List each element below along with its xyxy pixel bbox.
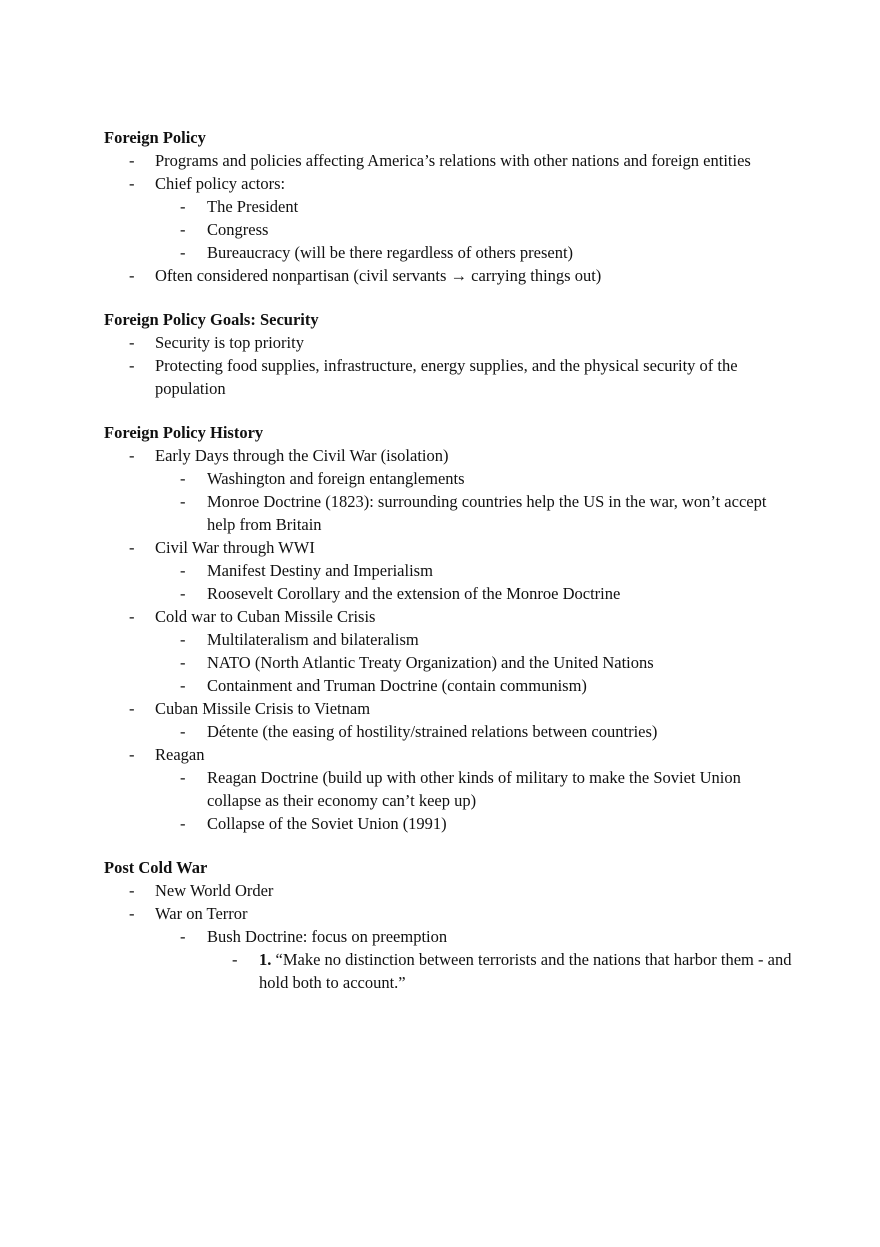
sub-list-item: - The President [155, 195, 794, 218]
section-security-goals [104, 308, 794, 400]
sub-list-item: - Monroe Doctrine (1823): surrounding countries help the US in the war, won’t accept help from Britain [155, 490, 794, 536]
notes-content [104, 126, 794, 1015]
quote-text: “Make no distinction between terrorists and the nations that harbor them - and hold both to account.” [259, 950, 792, 992]
bullet-list [104, 331, 794, 400]
list-item-text: - Civil War through WWI [155, 538, 315, 557]
list-item: - New World Order [104, 879, 794, 902]
sub-bullet-list [155, 720, 794, 743]
section-foreign-policy [104, 126, 794, 287]
sub-list-item: - Washington and foreign entanglements [155, 467, 794, 490]
bullet-list [104, 879, 794, 994]
section-heading: Foreign Policy Goals: Security [104, 310, 319, 329]
sub-bullet-list [155, 195, 794, 264]
sub-list-item: - Roosevelt Corollary and the extension of the Monroe Doctrine [155, 582, 794, 605]
section-foreign-policy-history [104, 421, 794, 835]
bullet-list [104, 149, 794, 287]
sub-list-item: - Containment and Truman Doctrine (contain communism) [155, 674, 794, 697]
list-item [104, 743, 794, 835]
sub-bullet-list [155, 925, 794, 994]
sub-list-item: - Bureaucracy (will be there regardless of others present) [155, 241, 794, 264]
list-item [104, 444, 794, 536]
sub-bullet-list [155, 559, 794, 605]
list-item [104, 902, 794, 994]
sub-list-item: - Congress [155, 218, 794, 241]
quote-item [207, 948, 794, 994]
sub-list-item: - Détente (the easing of hostility/strained relations between countries) [155, 720, 794, 743]
section-post-cold-war [104, 856, 794, 994]
list-item: - Programs and policies affecting America’s relations with other nations and foreign entities [104, 149, 794, 172]
sub-bullet-list [155, 766, 794, 835]
list-item [104, 172, 794, 264]
section-heading: Foreign Policy History [104, 423, 264, 442]
sub-list-item-text: - Bush Doctrine: focus on preemption [207, 927, 448, 946]
list-item-text: - Early Days through the Civil War (isolation) [155, 446, 449, 465]
list-item-text: - Cuban Missile Crisis to Vietnam [155, 699, 371, 718]
sub-list-item: - Manifest Destiny and Imperialism [155, 559, 794, 582]
bullet-list [104, 444, 794, 835]
sub-list-item [155, 925, 794, 994]
list-item: - Often considered nonpartisan (civil servants → carrying things out) [104, 264, 794, 287]
sub-bullet-list [155, 628, 794, 697]
sub-list-item: - NATO (North Atlantic Treaty Organization) and the United Nations [155, 651, 794, 674]
list-item-text: - Chief policy actors: [155, 174, 286, 193]
section-heading: Foreign Policy [104, 128, 206, 147]
sub-sub-bullet-list [207, 948, 794, 994]
sub-list-item: - Reagan Doctrine (build up with other kinds of military to make the Soviet Union collapse as their economy can’t keep up) [155, 766, 794, 812]
list-item: - Security is top priority [104, 331, 794, 354]
list-item [104, 536, 794, 605]
sub-list-item: - Collapse of the Soviet Union (1991) [155, 812, 794, 835]
list-item: - Protecting food supplies, infrastructure, energy supplies, and the physical security of the population [104, 354, 794, 400]
list-item [104, 605, 794, 697]
sub-list-item: - Multilateralism and bilateralism [155, 628, 794, 651]
point-number: 1. [259, 950, 272, 969]
sub-bullet-list [155, 467, 794, 536]
list-item-text: - Reagan [155, 745, 205, 764]
list-item-text: - Cold war to Cuban Missile Crisis [155, 607, 376, 626]
list-item [104, 697, 794, 743]
section-heading: Post Cold War [104, 858, 208, 877]
list-item-text: - War on Terror [155, 904, 248, 923]
